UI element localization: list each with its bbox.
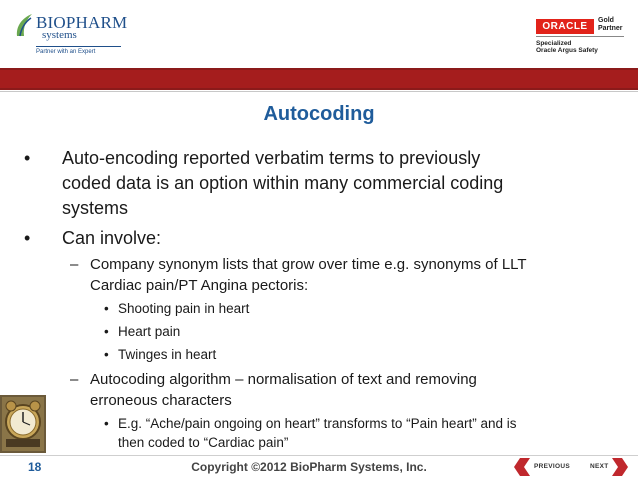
example-line-1: E.g. “Ache/pain ongoing on heart” transforms to “Pain heart” and is [118, 416, 517, 431]
logo-name: BIOPHARM [36, 13, 128, 32]
previous-label: PREVIOUS [534, 463, 570, 470]
oracle-partner-badge [528, 14, 628, 56]
bullet-dot: • [24, 228, 31, 248]
bullet-dot: • [104, 301, 109, 316]
bullet-dot: • [104, 324, 109, 339]
partner-level [598, 17, 623, 33]
synonym-1: Shooting pain in heart [118, 301, 250, 316]
header-band-rule [0, 91, 638, 92]
logo-tagline: Partner with an Expert [36, 49, 96, 55]
subitem-2-line-1: Autocoding algorithm – normalisation of text and removing [90, 371, 477, 388]
clock-icon [0, 395, 46, 453]
logo-sub: systems [42, 29, 77, 41]
synonym-2: Heart pain [118, 324, 181, 339]
bullet-2-line-1: Can involve: [62, 228, 162, 248]
bullet-1-line-3: systems [62, 198, 129, 218]
chevron-left-icon [514, 458, 530, 476]
page-number: 18 [28, 460, 42, 474]
logo-divider [36, 46, 121, 47]
bullet-dot: • [104, 347, 109, 362]
copyright-text: Copyright ©2012 BioPharm Systems, Inc. [191, 460, 427, 474]
subitem-1-line-2: Cardiac pain/PT Angina pectoris: [90, 277, 309, 294]
subitem-1-line-1: Company synonym lists that grow over time e.g. synonyms of LLT [90, 256, 527, 273]
partner-level-2: Partner [598, 25, 623, 32]
footer-rule [0, 455, 638, 456]
chevron-right-icon [612, 458, 628, 476]
biopharm-logo [12, 8, 128, 58]
partner-spec-1: Specialized [536, 40, 572, 47]
bullet-1-line-1: Auto-encoding reported verbatim terms to previously [62, 148, 481, 168]
badge-divider [536, 36, 624, 37]
partner-level-1: Gold [598, 17, 614, 24]
subitem-2-line-2: erroneous characters [90, 392, 232, 409]
dash-bullet: – [70, 256, 79, 273]
partner-specialization [536, 40, 598, 54]
bullet-1-line-2: coded data is an option within many commercial coding [62, 173, 504, 193]
synonym-3: Twinges in heart [118, 347, 217, 362]
next-label: NEXT [590, 463, 609, 470]
header-band-inner [0, 70, 638, 88]
next-button[interactable] [580, 458, 630, 476]
dash-bullet: – [70, 371, 79, 388]
bullet-dot: • [24, 148, 31, 168]
oracle-logo: ORACLE [536, 19, 594, 34]
bullet-dot: • [104, 416, 109, 431]
partner-spec-2: Oracle Argus Safety [536, 47, 598, 54]
slide-title-row [0, 101, 638, 127]
slide-title: Autocoding [263, 103, 375, 125]
slide-header [0, 0, 638, 68]
example-line-2: then coded to “Cardiac pain” [118, 435, 289, 450]
previous-button[interactable] [514, 458, 576, 476]
biopharm-leaf-icon [14, 12, 34, 38]
